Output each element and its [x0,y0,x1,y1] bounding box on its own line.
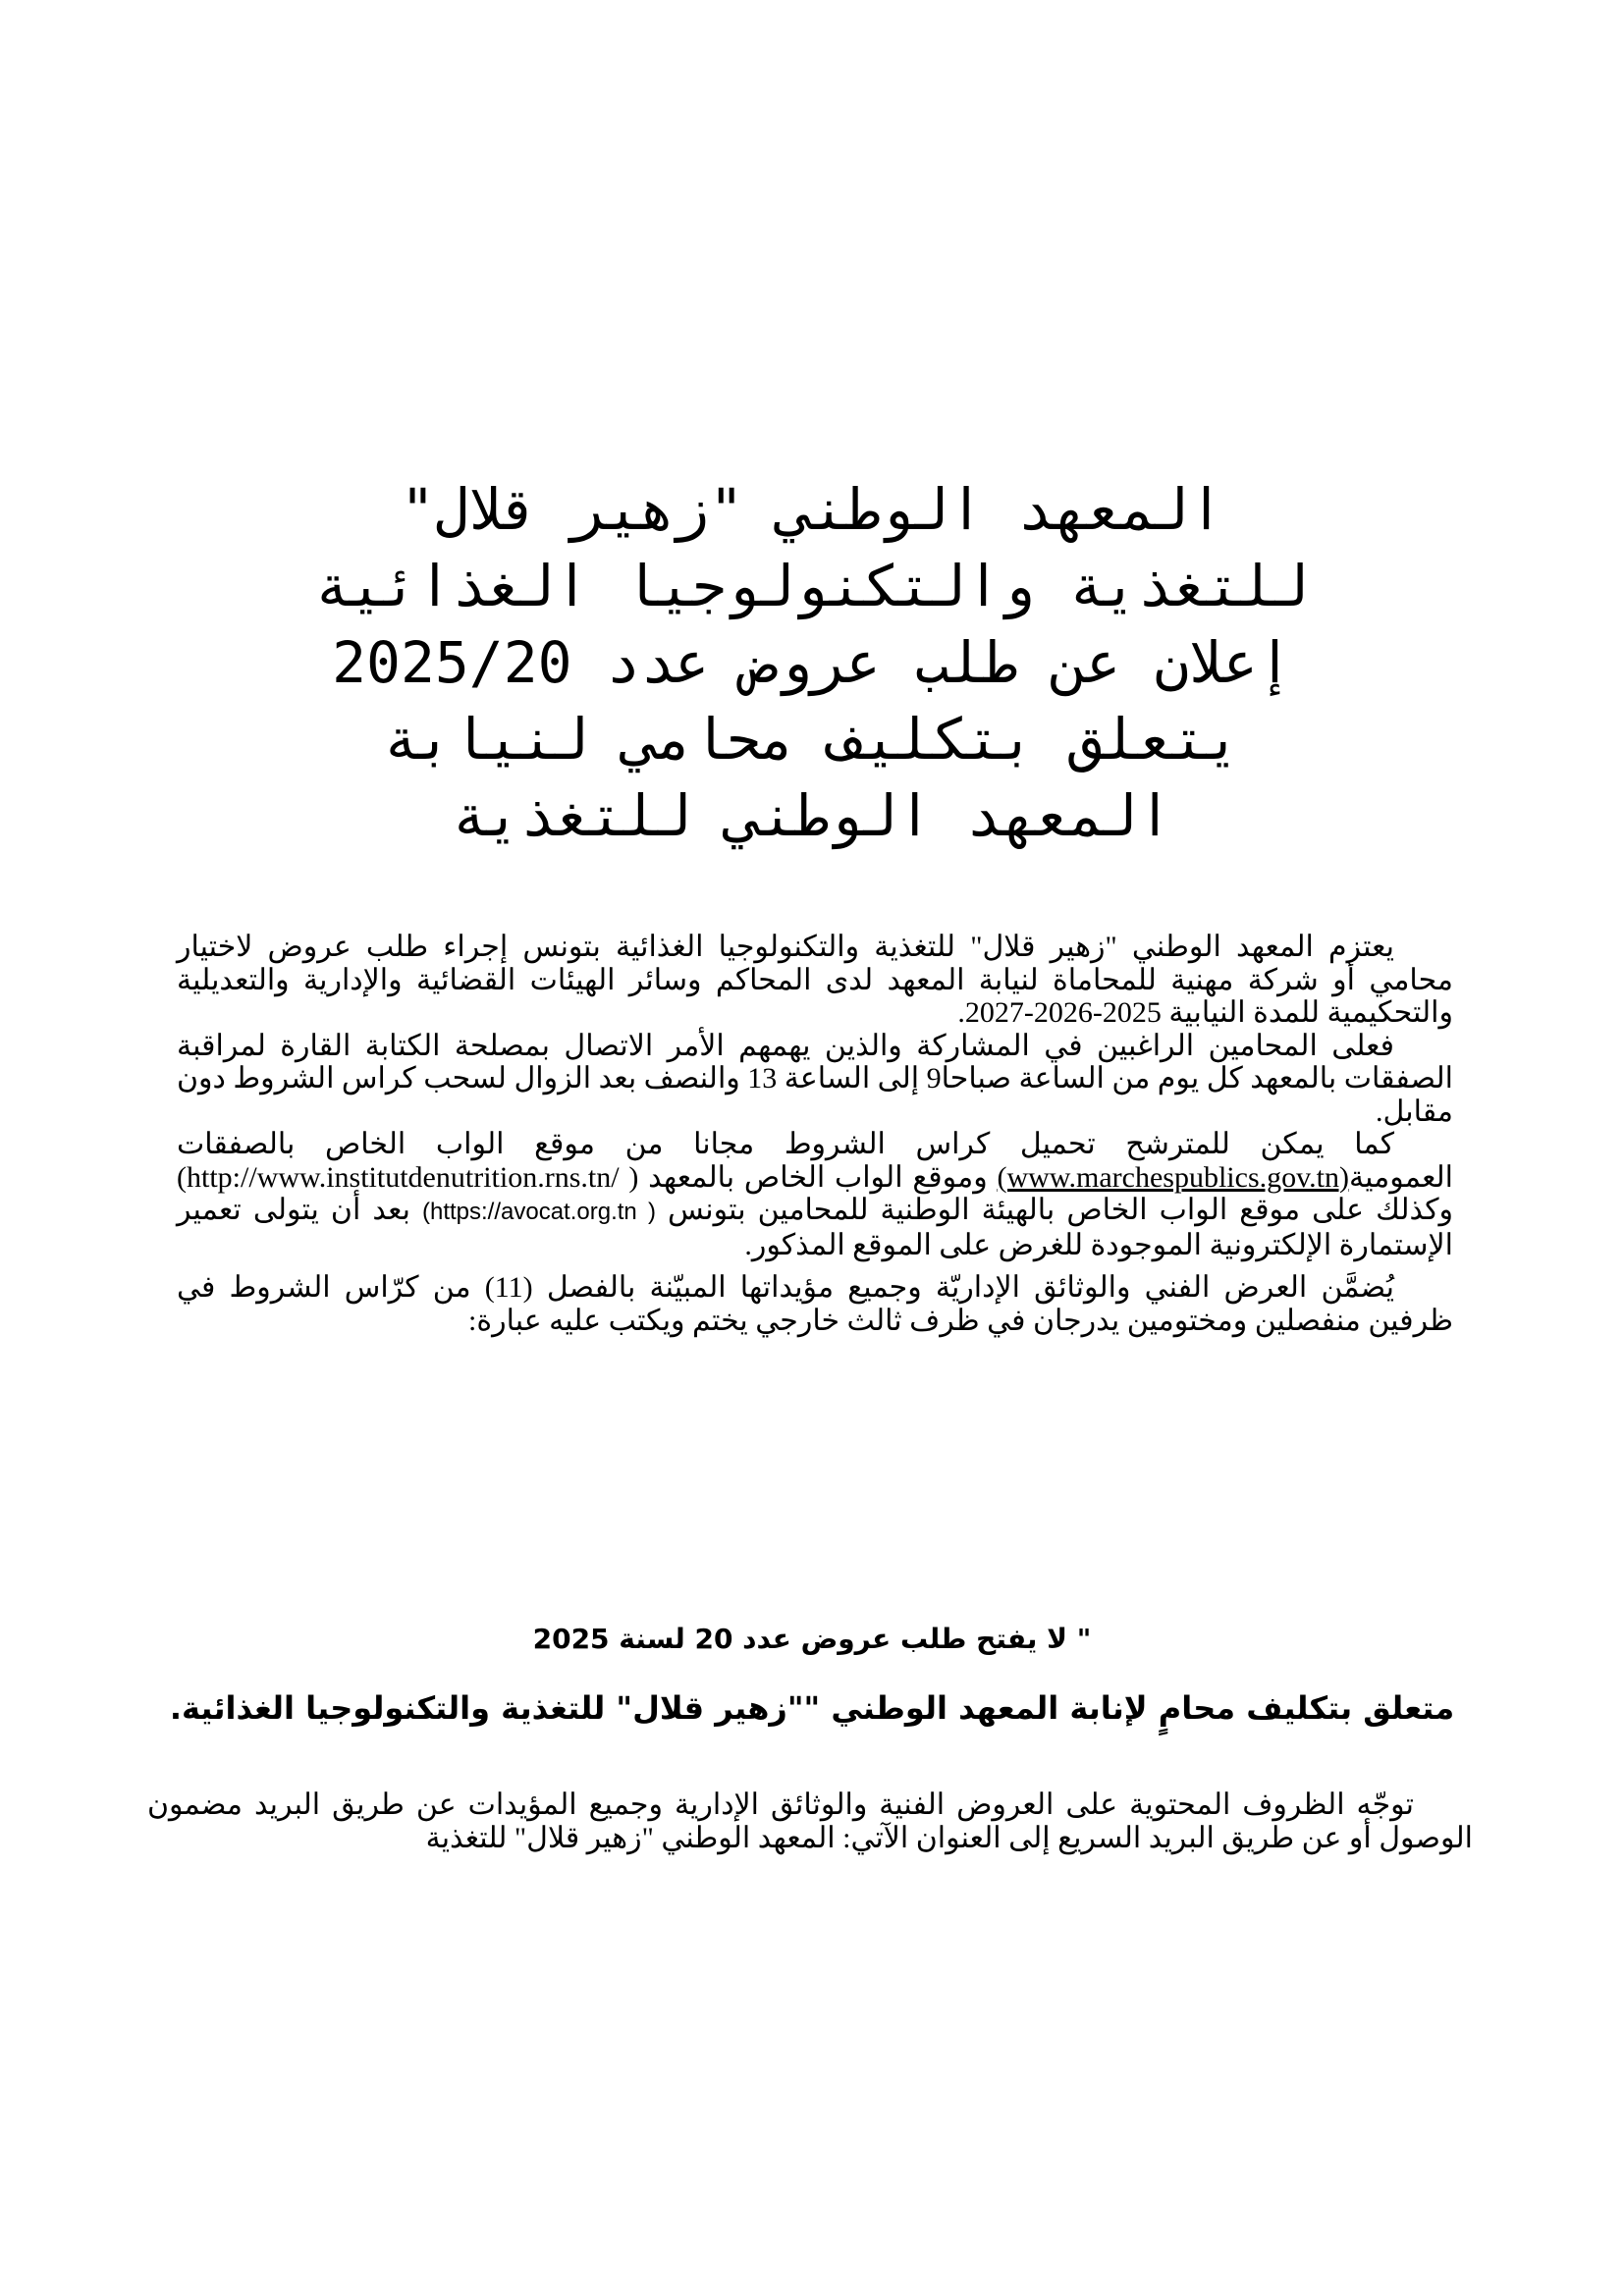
title-line-institute-short: المعهد الوطني للتغذية [452,782,1172,849]
title-line-nutrition: للتغذية والتكنولوجيا الغذائية [314,553,1310,619]
envelope-notice-line-1: " لا يفتح طلب عروض عدد 20 لسنة 2025 [532,1623,1092,1655]
link-institutdenutrition[interactable]: (http://www.institutdenutrition.rns.tn/ ) [177,1160,639,1194]
link-avocat[interactable]: (https://avocat.org.tn ) [421,1199,656,1225]
paragraph-intent: يعتزم المعهد الوطني "زهير قلال" للتغذية والتكنولوجيا الغذائية بتونس إجراء طلب عروض لاختيار محامي أو شركة مهنية للمحاماة لنيابة المعهد لدى المحاكم وسائر الهيئات القضائية والإدارية والتعديلية والتحكيمية للمدة النيابية 2025-2026-2027. [177,931,1453,1029]
title-line-subject: يتعلق بتكليف محامي لنيابة [383,706,1241,773]
announcement-title [196,471,1428,854]
download-text-1: كما يمكن للمترشح تحميل كراس الشروط مجانا من موقع الواب الخاص بالصفقات العمومية [177,1128,1454,1194]
paragraph-download [177,1128,1453,1261]
announcement-body [177,931,1453,1337]
paragraph-delivery-address: توجّه الظروف المحتوية على العروض الفنية والوثائق الإدارية وجميع المؤيدات عن طريق البريد مضمون الوصول أو عن طريق البريد السريع إلى العنوان الآتي: المعهد الوطني "زهير قلال" للتغذية [147,1789,1473,1854]
paragraph-contact: فعلى المحامين الراغبين في المشاركة والذين يهمهم الأمر الاتصال بمصلحة الكتابة القارة لمراقبة الصفقات بالمعهد كل يوم من الساعة صباحا9 إلى الساعة 13 والنصف بعد الزوال لسحب كراس الشروط دون مقابل. [177,1029,1453,1128]
title-line-institute: المعهد الوطني "زهير قلال" [400,476,1224,543]
download-text-3: وكذلك على موقع الواب الخاص بالهيئة الوطنية للمحامين بتونس [668,1194,1454,1226]
download-text-2: وموقع الواب الخاص بالمعهد [648,1160,988,1194]
download-text-4: بعد أن يتولى تعمير الإستمارة الإلكترونية الموجودة للغرض على الموقع المذكور. [177,1194,1453,1261]
link-marchespublics[interactable]: (www.marchespublics.gov.tn) [997,1160,1350,1194]
envelope-notice-line-2: متعلق بتكليف محامٍ لإنابة المعهد الوطني ""زهير قلال" للتغذية والتكنولوجيا الغذائية. [169,1689,1455,1727]
closing-section [147,1789,1473,1854]
paragraph-envelopes: يُضمَّن العرض الفني والوثائق الإداريّة وجميع مؤيداتها المبيّنة بالفصل (11) من كرّاس الشروط في ظرفين منفصلين ومختومين يدرجان في ظرف ثالث خارجي يختم ويكتب عليه عبارة: [177,1271,1453,1337]
title-line-tender-number: إعلان عن طلب عروض عدد 2025/20 [332,629,1292,696]
